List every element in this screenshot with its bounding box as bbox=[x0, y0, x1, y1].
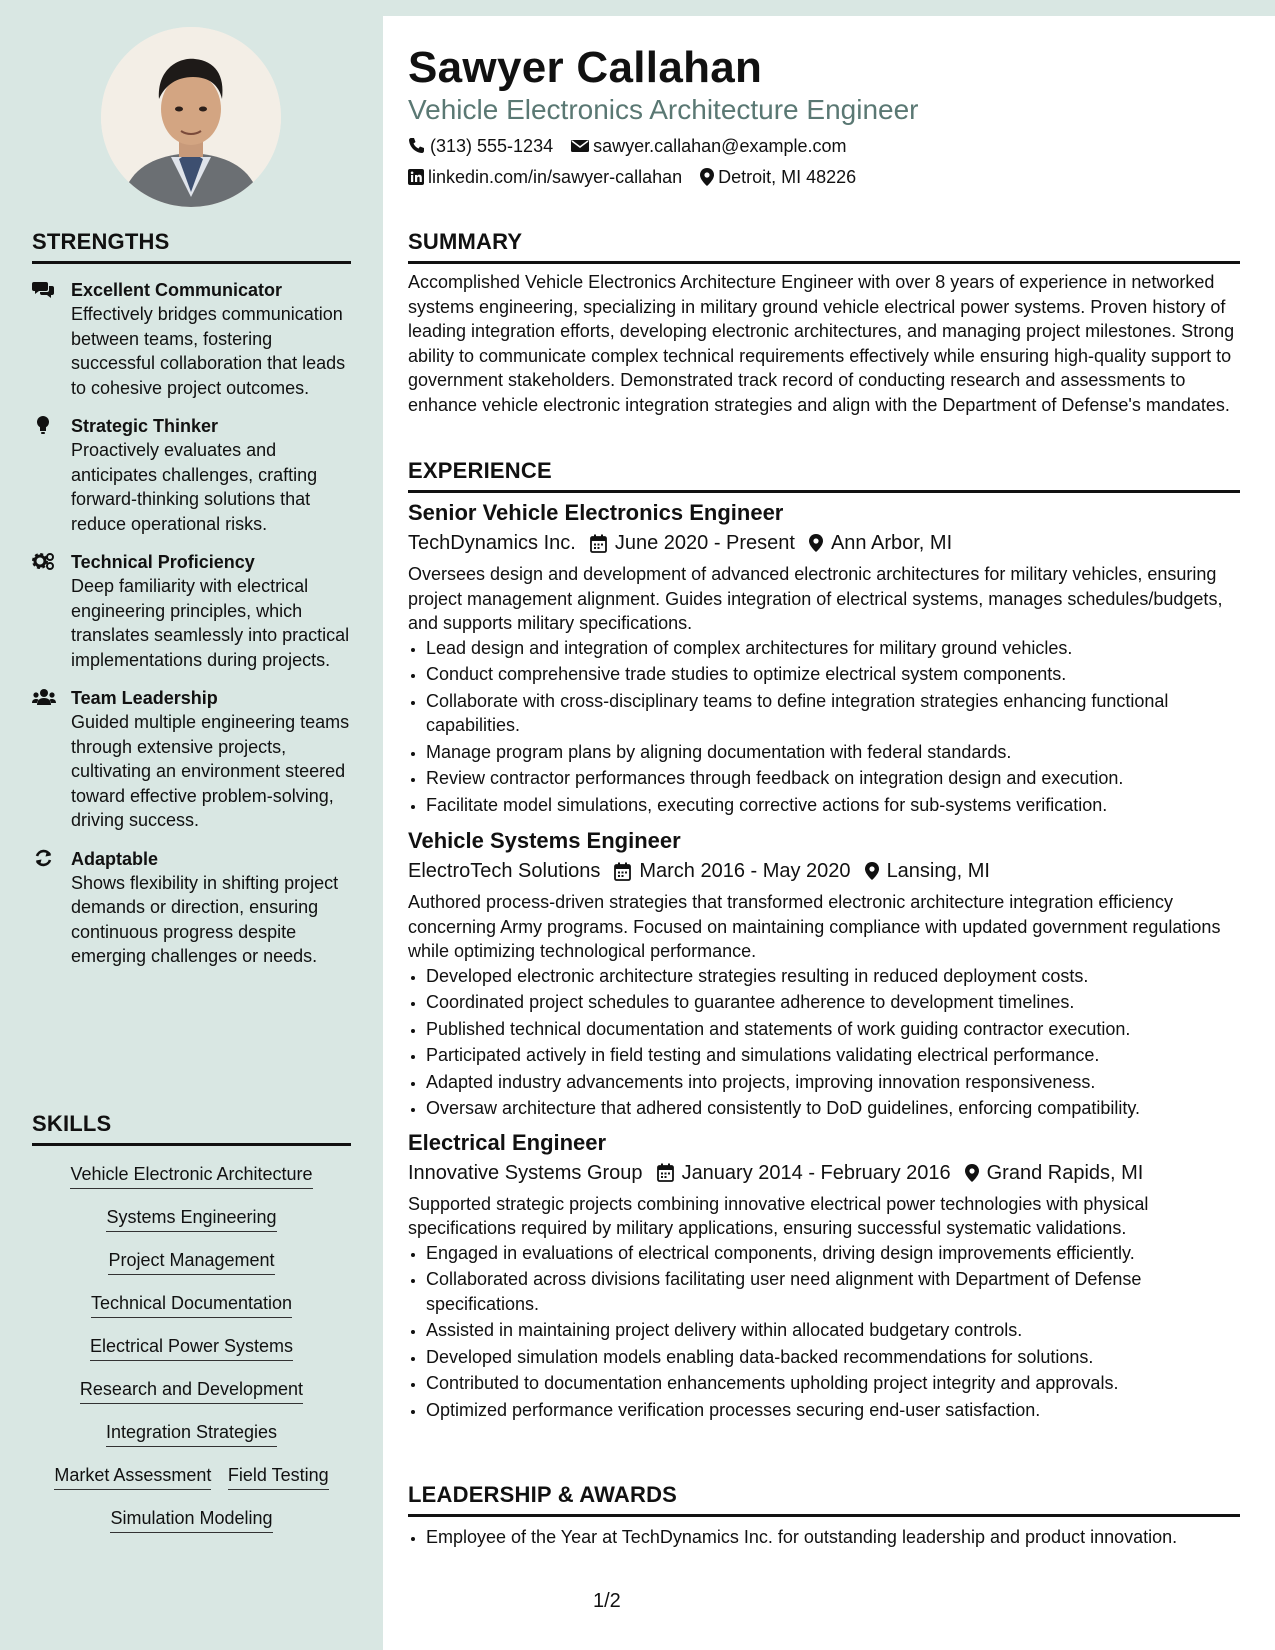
location-contact bbox=[700, 165, 856, 189]
skill-tag: Electrical Power Systems bbox=[90, 1334, 293, 1361]
skills-title: SKILLS bbox=[32, 1111, 351, 1146]
job-dates-text: March 2016 - May 2020 bbox=[639, 860, 851, 882]
job-entry bbox=[408, 827, 1240, 1121]
job-company: Innovative Systems Group bbox=[408, 1161, 643, 1184]
calendar-icon bbox=[614, 862, 631, 881]
linkedin-icon bbox=[408, 169, 424, 185]
job-bullet: • Facilitate model simulations, executing corrective actions for sub-systems verification. bbox=[426, 793, 1240, 818]
strength-desc: Guided multiple engineering teams through extensive projects, cultivating an environment steered toward effective problem-solving, driving success. bbox=[71, 712, 350, 830]
users-icon bbox=[32, 687, 56, 707]
email-text[interactable]: sawyer.callahan@example.com bbox=[593, 136, 847, 156]
strengths-title: STRENGTHS bbox=[32, 229, 351, 264]
gears-icon bbox=[32, 551, 56, 571]
job-description: Authored process-driven strategies that transformed electronic architecture integration efficiency concerning Army programs. Focused on maintaining compliance with updated government regulations while optimizing technological performance. bbox=[408, 892, 1221, 961]
experience-section bbox=[408, 458, 1240, 1424]
awards-section bbox=[408, 1482, 1240, 1552]
phone-icon bbox=[408, 137, 426, 155]
experience-title: EXPERIENCE bbox=[408, 458, 1240, 493]
job-bullet: • Developed simulation models enabling data-backed recommendations for solutions. bbox=[426, 1345, 1240, 1370]
job-description: Oversees design and development of advanced electronic architectures for military vehicles, ensuring project management alignment. Guides integration of electrical systems, manages schedules/budgets, and supports military specifications. bbox=[408, 564, 1223, 633]
job-bullet: • Assisted in maintaining project delivery within allocated budgetary controls. bbox=[426, 1318, 1240, 1343]
skill-tag: Technical Documentation bbox=[91, 1291, 292, 1318]
job-bullets bbox=[408, 636, 1240, 818]
map-marker-icon bbox=[700, 168, 714, 186]
job-dates-text: January 2014 - February 2016 bbox=[681, 1161, 951, 1184]
lightbulb-icon bbox=[32, 415, 56, 435]
summary-title: SUMMARY bbox=[408, 229, 1240, 264]
job-bullet: • Collaborated across divisions facilitating user need alignment with Department of Defense specifications. bbox=[426, 1267, 1240, 1316]
strengths-section bbox=[32, 229, 351, 969]
map-marker-icon bbox=[965, 1164, 979, 1182]
phone-contact bbox=[408, 134, 553, 158]
calendar-icon bbox=[590, 534, 607, 553]
job-dates bbox=[657, 1159, 951, 1187]
award-item: • Employee of the Year at TechDynamics Inc. for outstanding leadership and product innovation. bbox=[426, 1525, 1240, 1550]
strength-title: Technical Proficiency bbox=[71, 552, 255, 572]
skill-tag: Project Management bbox=[108, 1248, 274, 1275]
job-bullet: • Collaborate with cross-disciplinary teams to define integration strategies enhancing functional capabilities. bbox=[426, 689, 1240, 738]
job-location bbox=[865, 857, 990, 885]
candidate-role: Vehicle Electronics Architecture Engineer bbox=[408, 94, 919, 125]
skills-section bbox=[32, 1111, 351, 1543]
awards-title: LEADERSHIP & AWARDS bbox=[408, 1482, 1240, 1517]
job-bullets bbox=[408, 1241, 1240, 1423]
job-bullet: • Oversaw architecture that adhered consistently to DoD guidelines, enforcing compatibility. bbox=[426, 1096, 1240, 1121]
job-location bbox=[965, 1159, 1144, 1187]
job-entry bbox=[408, 499, 1240, 817]
calendar-icon bbox=[657, 1163, 674, 1182]
job-bullet: • Engaged in evaluations of electrical components, driving design improvements efficiently. bbox=[426, 1241, 1240, 1266]
job-meta bbox=[408, 1159, 1240, 1187]
candidate-name: Sawyer Callahan bbox=[408, 43, 763, 92]
job-meta bbox=[408, 529, 1240, 557]
job-location-text: Ann Arbor, MI bbox=[830, 532, 953, 554]
skill-tag: Research and Development bbox=[80, 1377, 303, 1404]
page-number: 1/2 bbox=[593, 1590, 621, 1612]
map-marker-icon bbox=[809, 534, 823, 552]
strength-title: Strategic Thinker bbox=[71, 416, 219, 436]
job-entry bbox=[408, 1129, 1240, 1423]
skill-tag: Vehicle Electronic Architecture bbox=[70, 1162, 312, 1189]
skill-tag: Integration Strategies bbox=[106, 1420, 277, 1447]
job-location bbox=[809, 529, 952, 557]
comments-icon bbox=[32, 279, 56, 299]
job-title: Vehicle Systems Engineer bbox=[408, 828, 681, 853]
location-text: Detroit, MI 48226 bbox=[718, 167, 857, 187]
skill-tag: Market Assessment bbox=[54, 1463, 211, 1490]
strength-item bbox=[32, 414, 351, 536]
job-bullets bbox=[408, 964, 1240, 1121]
strength-desc: Proactively evaluates and anticipates challenges, crafting forward-thinking solutions that reduce operational risks. bbox=[71, 440, 318, 534]
job-location-text: Grand Rapids, MI bbox=[986, 1161, 1144, 1184]
summary-section bbox=[408, 229, 1240, 417]
envelope-icon bbox=[571, 138, 589, 154]
awards-list bbox=[408, 1525, 1240, 1550]
skill-tag: Simulation Modeling bbox=[110, 1506, 272, 1533]
contact-row-2 bbox=[408, 165, 874, 189]
job-bullet: • Lead design and integration of complex architectures for military ground vehicles. bbox=[426, 636, 1240, 661]
job-dates-text: June 2020 - Present bbox=[614, 532, 795, 554]
job-bullet: • Review contractor performances through feedback on integration design and execution. bbox=[426, 766, 1240, 791]
job-company: TechDynamics Inc. bbox=[408, 532, 576, 554]
strength-desc: Deep familiarity with electrical engineering principles, which translates seamlessly into practical implementations during projects. bbox=[71, 576, 350, 670]
job-bullet: • Manage program plans by aligning documentation with federal standards. bbox=[426, 740, 1240, 765]
job-dates bbox=[614, 857, 850, 885]
linkedin-text[interactable]: linkedin.com/in/sawyer-callahan bbox=[428, 167, 683, 187]
strength-desc: Shows flexibility in shifting project demands or direction, ensuring continuous progress despite emerging challenges or needs. bbox=[71, 872, 339, 966]
summary-text: Accomplished Vehicle Electronics Architecture Engineer with over 8 years of experience in networked systems engineering, specializing in military ground vehicle electrical power systems. Proven history of leading integration efforts, developing electronic architectures, and managing project milestones. Strong ability to communicate complex technical requirements effectively while ensuring high-quality support to government stakeholders. Demonstrated track record of conducting research and assessments to enhance vehicle electronic integration strategies and align with the Department of Defense's mandates. bbox=[408, 272, 1235, 415]
job-title: Electrical Engineer bbox=[408, 1129, 607, 1155]
skills-list bbox=[32, 1156, 351, 1543]
strength-item bbox=[32, 847, 351, 969]
strength-item bbox=[32, 686, 351, 833]
strength-title: Excellent Communicator bbox=[71, 280, 283, 300]
job-bullet: • Developed electronic architecture strategies resulting in reduced deployment costs. bbox=[426, 964, 1240, 989]
job-title: Senior Vehicle Electronics Engineer bbox=[408, 500, 784, 525]
strength-title: Adaptable bbox=[71, 848, 159, 869]
skill-tag: Systems Engineering bbox=[106, 1205, 276, 1232]
job-bullet: • Published technical documentation and statements of work guiding contractor execution. bbox=[426, 1017, 1240, 1042]
phone-text: (313) 555-1234 bbox=[430, 136, 554, 156]
strength-item bbox=[32, 550, 351, 672]
job-bullet: • Contributed to documentation enhancements upholding project integrity and approvals. bbox=[426, 1371, 1240, 1396]
map-marker-icon bbox=[865, 862, 879, 880]
job-bullet: • Conduct comprehensive trade studies to optimize electrical system components. bbox=[426, 662, 1240, 687]
job-meta bbox=[408, 857, 1240, 885]
job-bullet: • Coordinated project schedules to guarantee adherence to development timelines. bbox=[426, 990, 1240, 1015]
job-company: ElectroTech Solutions bbox=[408, 860, 601, 882]
strength-desc: Effectively bridges communication between teams, fostering successful collaboration that leads to cohesive project outcomes. bbox=[71, 304, 346, 398]
job-bullet: • Optimized performance verification processes securing end-user satisfaction. bbox=[426, 1398, 1240, 1423]
skill-tag: Field Testing bbox=[228, 1463, 329, 1490]
main-content bbox=[383, 16, 1275, 1650]
job-location-text: Lansing, MI bbox=[886, 860, 990, 882]
strength-title: Team Leadership bbox=[71, 688, 218, 708]
job-dates bbox=[590, 529, 795, 557]
email-contact[interactable] bbox=[571, 134, 846, 158]
refresh-icon bbox=[32, 848, 56, 868]
sidebar bbox=[0, 0, 383, 1650]
profile-photo bbox=[101, 27, 281, 207]
linkedin-contact[interactable] bbox=[408, 165, 682, 189]
job-bullet: • Adapted industry advancements into projects, improving innovation responsiveness. bbox=[426, 1070, 1240, 1095]
job-bullet: • Participated actively in field testing and simulations validating electrical performance. bbox=[426, 1043, 1240, 1068]
job-description: Supported strategic projects combining innovative electrical power technologies with physical specifications required by military applications, ensuring successful systematic validations. bbox=[408, 1193, 1149, 1238]
profile-photo-image bbox=[101, 27, 281, 207]
strength-item bbox=[32, 278, 351, 400]
contact-row-1 bbox=[408, 134, 864, 158]
